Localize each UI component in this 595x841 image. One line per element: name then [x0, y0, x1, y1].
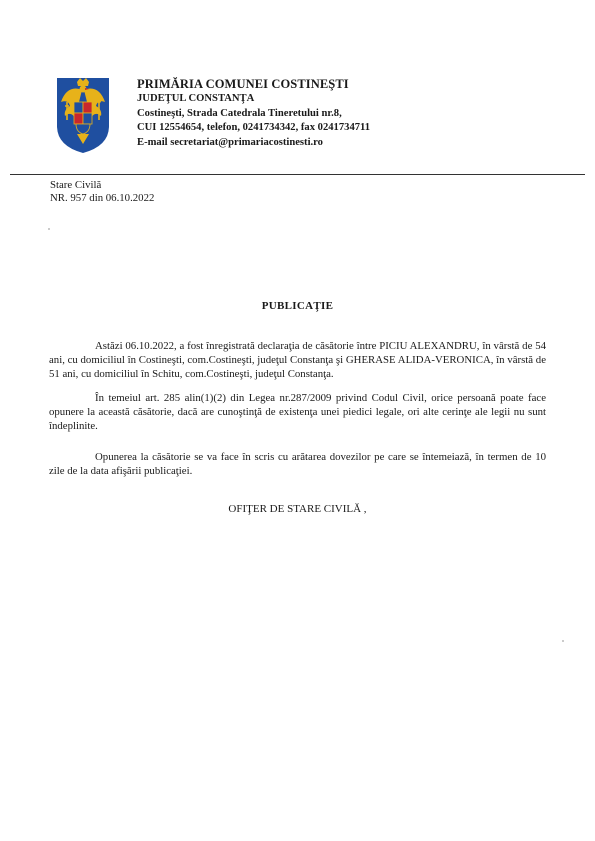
scan-speck [48, 228, 50, 230]
paragraph-text: Astăzi 06.10.2022, a fost înregistrată declaraţia de căsătorie între PICIU ALEXANDRU, în vârstă de 54 ani, cu domiciliul în Costineşti, com.Costineşti, judeţul Constanţa şi GHERASE ALIDA-VERONICA, în vârstă de 51 ani, cu domiciliul în Schitu, com.Costineşti, judeţul Constanţa. [49, 340, 546, 380]
document-title: PUBLICAŢIE [261, 300, 334, 312]
paragraph-legal-basis [49, 392, 546, 433]
institution-name: PRIMĂRIA COMUNEI COSTINEŞTI [137, 77, 349, 91]
romania-coat-of-arms-icon [55, 76, 111, 154]
contact-line: CUI 12554654, telefon, 0241734342, fax 0241734711 [137, 122, 371, 133]
paragraph-opposition [49, 451, 546, 479]
header-divider [10, 174, 585, 175]
paragraph-text: Opunerea la căsătorie se va face în scris cu arătarea dovezilor pe care se întemeiază, în termen de 10 zile de la data afişării publicaţiei. [49, 451, 546, 477]
email-line: E-mail secretariat@primariacostinesti.ro [137, 136, 323, 148]
county-name: JUDEŢUL CONSTANŢA [137, 93, 255, 104]
signature-line: OFIŢER DE STARE CIVILĂ , [228, 503, 367, 515]
paragraph-declaration [49, 340, 546, 381]
address-line: Costineşti, Strada Catedrala Tineretului nr.8, [137, 107, 342, 119]
registration-number: NR. 957 din 06.10.2022 [50, 192, 155, 204]
paragraph-text: În temeiul art. 285 alin(1)(2) din Legea nr.287/2009 privind Codul Civil, orice persoană poate face opunere la această căsătorie, dacă are cunoştinţă de existenţa unei piedici legale, ori alte cerinţe ale legii nu sunt îndeplinite. [49, 392, 546, 432]
scan-speck [562, 640, 564, 642]
registration-block [50, 179, 154, 205]
department-label: Stare Civilă [50, 179, 102, 191]
letterhead [137, 76, 370, 150]
